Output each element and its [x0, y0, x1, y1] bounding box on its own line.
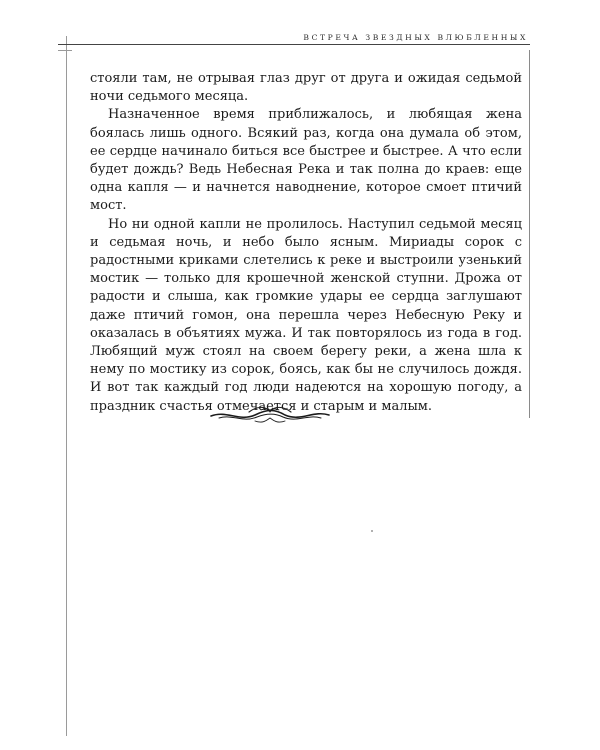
header-rule: [58, 44, 530, 45]
paragraph-2: Назначенное время приближалось, и любящая жена боялась лишь одного. Всякий раз, когда она думала об этом, ее сердце начинало биться все быстрее и быстрее. А что если будет дождь? Ведь Небесная Река и так полна до краев: еще одна капля — и начнется наводнение, которое смоет птичий мост.: [90, 107, 522, 214]
paragraph-3: Но ни одной капли не пролилось. Наступил седьмой месяц и седьмая ночь, и небо было ясным. Мириады сорок с радостными криками слетелись к реке и выстроили узенький мостик — только для крошечной женской ступни. Дрожа от радости и слыша, как громкие удары ее сердца заглушают даже птичий гомон, она перешла через Небесную Реку и оказалась в объятиях мужа. И так повторялось из года в год. Любящий муж стоял на своем берегу реки, а жена шла к нему по мостику из сорок, боясь, как бы не случилось дождя. И вот так каждый год люди надеются на хорошую погоду, а праздник счастья отмечается и старым и малым.: [90, 216, 522, 414]
crop-mark-left-horizontal: [58, 50, 72, 51]
running-head: ВСТРЕЧА ЗВЕЗДНЫХ ВЛЮБЛЕННЫХ: [303, 33, 528, 42]
paragraph-1: стояли там, не отрывая глаз друг от друга и ожидая седьмой ночи седьмого месяца.: [90, 71, 522, 105]
margin-rule-right: [529, 50, 530, 418]
print-speck: [371, 530, 373, 532]
wave-ornament-icon: [209, 403, 331, 425]
body-text: [90, 70, 522, 416]
crop-mark-left-vertical: [66, 36, 67, 736]
